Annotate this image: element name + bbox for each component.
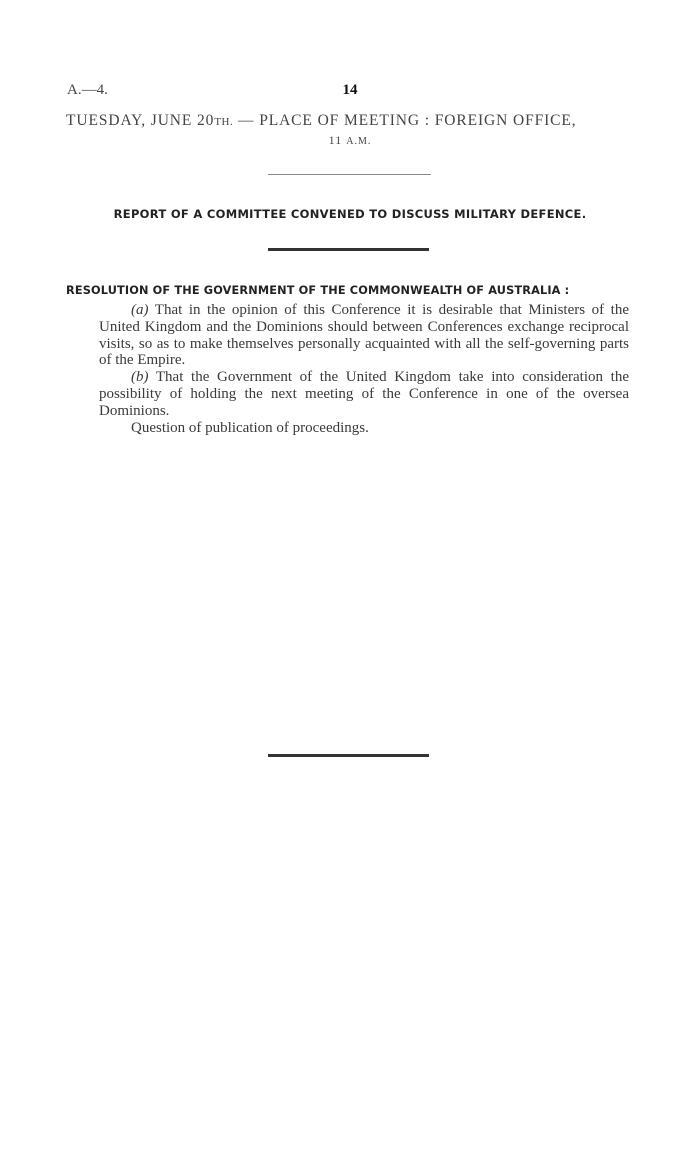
session-time-unit: A.M. <box>346 136 372 147</box>
divider-thick-top <box>268 248 429 251</box>
item-text: That the Government of the United Kingdom take into consideration the possibility of holding the next meeting of the Conference in one of the oversea Dominions. <box>99 369 629 419</box>
item-text: That in the opinion of this Conference it is desirable that Ministers of the United Kingdom and the Dominions should between Conferences exchange reciprocal visits, so as to make themselves personally acquainted with all the self-governing parts of the Empire. <box>99 302 629 369</box>
session-time-number: 11 <box>328 133 347 147</box>
item-label: (b) <box>131 369 149 386</box>
document-reference: A.—4. <box>67 82 108 98</box>
session-day-suffix: TH. <box>214 116 234 128</box>
resolution-item-a <box>99 302 629 369</box>
item-label: (a) <box>131 302 149 318</box>
running-head <box>67 82 633 102</box>
divider-thick-bottom <box>268 754 429 757</box>
resolution-body <box>99 302 629 436</box>
resolution-item-b <box>99 369 629 419</box>
question-line: Question of publication of proceedings. <box>131 419 369 436</box>
session-line <box>66 112 636 130</box>
session-time <box>0 133 700 148</box>
session-day: TUESDAY, JUNE 20 <box>66 112 215 129</box>
divider-thin <box>268 174 431 175</box>
report-heading: REPORT OF A COMMITTEE CONVENED TO DISCUSS MILITARY DEFENCE. <box>113 207 587 221</box>
resolution-heading: RESOLUTION OF THE GOVERNMENT OF THE COMMONWEALTH OF AUSTRALIA : <box>66 284 570 297</box>
page-number: 14 <box>342 82 358 98</box>
session-place: — PLACE OF MEETING : FOREIGN OFFICE, <box>233 112 577 129</box>
